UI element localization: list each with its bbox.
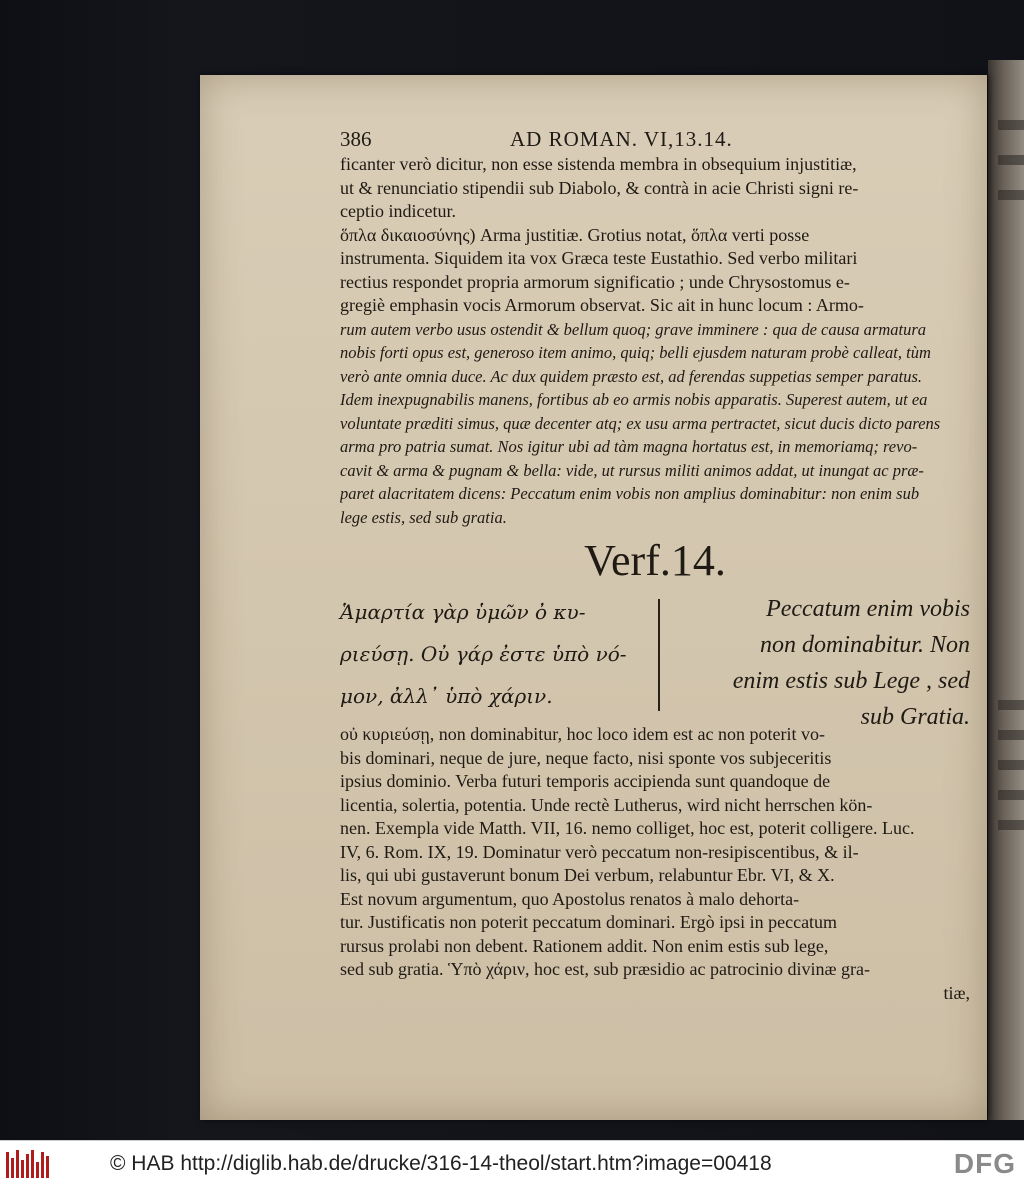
edge-mark	[998, 155, 1024, 165]
edge-mark	[998, 120, 1024, 130]
text-line: Est novum argumentum, quo Apostolus renatos à malo dehorta-	[340, 888, 800, 909]
quote-line: lege estis, sed sub gratia.	[340, 507, 507, 527]
quote-line: Idem inexpugnabilis manens, fortibus ab eo armis nobis apparatis. Superest autem, ut ea	[340, 390, 928, 409]
text-line: οὐ κυριεύσῃ, non dominabitur, hoc loco idem est ac non poterit vo-	[340, 724, 825, 744]
body-bottom	[340, 723, 970, 1005]
text-line: IV, 6. Rom. IX, 19. Dominatur verò peccatum non-resipiscentibus, & il-	[340, 841, 859, 862]
greek-line: ριεύσῃ. Οὐ γάρ ἐστε ὑπὸ νό-	[340, 642, 627, 666]
text-line: gregiè emphasin vocis Armorum observat. Sic ait in hunc locum : Armo-	[340, 295, 864, 315]
book-page	[200, 75, 987, 1120]
quote-line: verò ante omnia duce. Ac dux quidem præsto est, ad ferendas suppetias semper paratus.	[340, 366, 923, 386]
verse-heading: Verf.14.	[584, 536, 726, 585]
latin-line: Peccatum enim vobis	[766, 596, 970, 622]
edge-mark	[998, 700, 1024, 710]
edge-mark	[998, 820, 1024, 830]
text-line: nen. Exempla vide Matth. VII, 16. nemo colliget, hoc est, poterit colligere. Luc.	[340, 818, 915, 838]
quote-line: rum autem verbo usus ostendit & bellum quoq; grave imminere : qua de causa armatura	[340, 319, 926, 339]
quote-line: paret alacritatem dicens: Peccatum enim vobis non amplius dominabitur: non enim sub	[340, 484, 920, 503]
dfg-logo: DFG	[953, 1148, 1016, 1179]
latin-verse	[670, 591, 970, 735]
text-line: lis, qui ubi gustaverunt bonum Dei verbum, relabuntur Ebr. VI, & X.	[340, 865, 835, 885]
body-top	[340, 153, 970, 529]
quote-line: voluntate præditi simus, quæ decenter atq; ex usu arma pertractet, sicut ducis dicto parens	[340, 413, 941, 433]
greek-line: Ἁμαρτία γὰρ ὑμῶν ὀ κυ-	[340, 600, 586, 624]
text-line: ὅπλα δικαιοσύνης) Arma justitiæ. Grotius notat, ὅπλα verti posse	[340, 224, 810, 245]
text-line: ut & renunciatio stipendii sub Diabolo, & contrà in acie Christi signi re-	[340, 177, 859, 198]
hab-barcode-logo-icon	[6, 1150, 50, 1178]
text-line: instrumenta. Siquidem ita vox Græca teste Eustathio. Sed verbo militari	[340, 248, 858, 268]
edge-mark	[998, 760, 1024, 770]
quote-line: nobis forti opus est, generoso item animo, quiq; belli ejusdem naturam probè calleat, tùm	[340, 343, 931, 362]
text-line: tiæ,	[943, 982, 970, 1003]
text-line: rursus prolabi non debent. Rationem addit. Non enim estis sub lege,	[340, 935, 829, 956]
latin-line: enim estis sub Lege , sed	[732, 668, 970, 694]
page-number: 386	[340, 127, 372, 151]
page-header	[340, 125, 970, 153]
text-line: rectius respondet propria armorum significatio ; unde Chrysostomus e-	[340, 271, 850, 292]
text-line: ipsius dominio. Verba futuri temporis accipienda sunt quandoque de	[340, 771, 831, 791]
verse-columns	[340, 591, 970, 730]
quote-line: cavit & arma & pugnam & bella: vide, ut rursus militi animos addat, ut inungat ac præ-	[340, 460, 924, 480]
text-line: licentia, solertia, potentia. Unde rectè Lutherus, wird nicht herrschen kön-	[340, 794, 873, 815]
copyright-link[interactable]: © HAB http://diglib.hab.de/drucke/316-14-theol/start.htm?image=00418	[110, 1151, 772, 1175]
footer-bar	[0, 1140, 1024, 1186]
edge-mark	[998, 730, 1024, 740]
latin-line: non dominabitur. Non	[759, 632, 970, 658]
text-line: ficanter verò dicitur, non esse sistenda membra in obsequium injustitiæ,	[340, 154, 857, 174]
facing-page-edge	[988, 60, 1024, 1120]
greek-verse	[340, 591, 636, 717]
text-line: bis dominari, neque de jure, neque facto, nisi sponte vos subjeceritis	[340, 747, 832, 768]
page-text	[340, 125, 970, 1005]
running-head: AD ROMAN. VI,13.14.	[510, 127, 733, 151]
edge-mark	[998, 790, 1024, 800]
edge-mark	[998, 190, 1024, 200]
text-line: sed sub gratia. Ὑπὸ χάριν, hoc est, sub præsidio ac patrocinio divinæ gra-	[340, 959, 870, 979]
text-line: ceptio indicetur.	[340, 201, 456, 221]
greek-line: μον, ἀλλ᾽ ὑπὸ χάριν.	[340, 684, 553, 708]
latin-line: sub Gratia.	[860, 704, 970, 730]
text-line: tur. Justificatis non poterit peccatum dominari. Ergò ipsi in peccatum	[340, 912, 838, 932]
column-divider	[658, 599, 660, 711]
quote-line: arma pro patria sumat. Nos igitur ubi ad tàm magna hortatus est, in memoriamq; revo-	[340, 437, 918, 456]
